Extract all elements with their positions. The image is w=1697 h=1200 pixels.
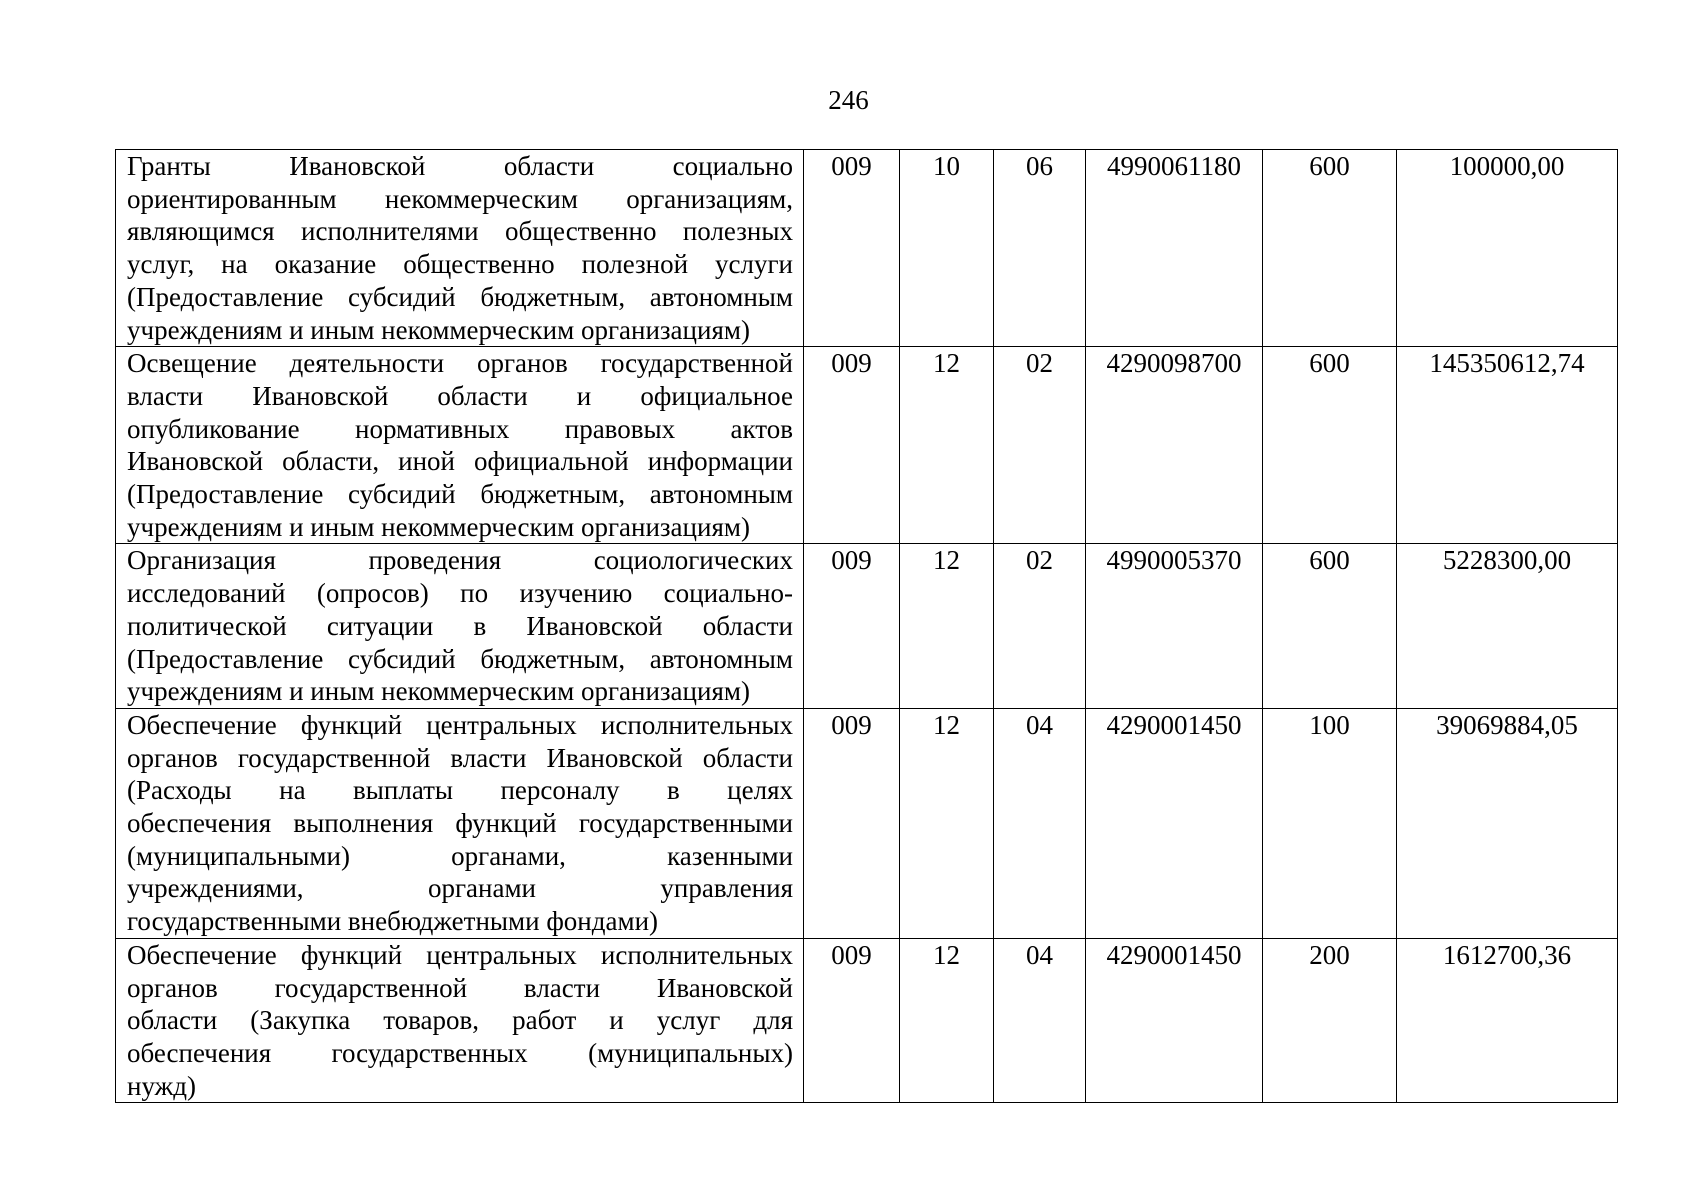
expense-description-line: политической ситуации в Ивановской области <box>127 610 793 641</box>
target-article-cell: 4290098700 <box>1086 347 1263 544</box>
table-row <box>116 708 1618 938</box>
target-article-cell: 4290001450 <box>1086 708 1263 938</box>
expense-description-line: опубликование нормативных правовых актов <box>127 413 793 444</box>
expense-description-line: (Предоставление субсидий бюджетным, автономным <box>127 643 793 674</box>
amount-cell: 145350612,74 <box>1397 347 1618 544</box>
expense-description-line: учреждениями, органами управления <box>127 873 793 904</box>
expense-description-cell <box>116 347 804 544</box>
section-code-cell: 12 <box>900 347 994 544</box>
expense-description-line: Организация проведения социологических <box>127 545 793 576</box>
expense-description-line: (муниципальными) органами, казенными <box>127 840 793 871</box>
section-code-cell: 12 <box>900 544 994 709</box>
expense-description-line: органов государственной власти Ивановской области <box>127 742 793 773</box>
expense-description-line: обеспечения государственных (муниципальных) <box>127 1037 793 1068</box>
subsection-code-cell: 04 <box>994 708 1086 938</box>
amount-cell: 100000,00 <box>1397 150 1618 347</box>
table-row <box>116 544 1618 709</box>
expense-description-line: ориентированным некоммерческим организациям, <box>127 183 793 214</box>
expense-type-cell: 600 <box>1263 544 1397 709</box>
section-code-cell: 10 <box>900 150 994 347</box>
target-article-cell: 4990061180 <box>1086 150 1263 347</box>
table-row <box>116 150 1618 347</box>
expense-description-cell <box>116 708 804 938</box>
expense-description-line: Освещение деятельности органов государственной <box>127 348 793 379</box>
expense-description-line: нужд) <box>127 1070 196 1101</box>
section-code-cell: 12 <box>900 708 994 938</box>
expense-type-cell: 600 <box>1263 347 1397 544</box>
expense-description-cell <box>116 544 804 709</box>
ministry-code-cell: 009 <box>804 544 900 709</box>
expense-description-line: области (Закупка товаров, работ и услуг для <box>127 1005 793 1036</box>
budget-table <box>115 149 1618 1103</box>
expense-description-line: исследований (опросов) по изучению социально- <box>127 578 793 609</box>
ministry-code-cell: 009 <box>804 150 900 347</box>
subsection-code-cell: 02 <box>994 544 1086 709</box>
target-article-cell: 4990005370 <box>1086 544 1263 709</box>
table-row <box>116 938 1618 1103</box>
amount-cell: 39069884,05 <box>1397 708 1618 938</box>
amount-cell: 5228300,00 <box>1397 544 1618 709</box>
ministry-code-cell: 009 <box>804 347 900 544</box>
expense-description-line: (Расходы на выплаты персоналу в целях <box>127 775 793 806</box>
expense-description-line: Ивановской области, иной официальной информации <box>127 446 793 477</box>
expense-description-cell <box>116 150 804 347</box>
section-code-cell: 12 <box>900 938 994 1103</box>
subsection-code-cell: 06 <box>994 150 1086 347</box>
expense-description-line: являющимся исполнителями общественно полезных <box>127 216 793 247</box>
expense-description-line: учреждениям и иным некоммерческим организациям) <box>127 676 750 707</box>
subsection-code-cell: 04 <box>994 938 1086 1103</box>
expense-description-line: (Предоставление субсидий бюджетным, автономным <box>127 281 793 312</box>
expense-description-cell <box>116 938 804 1103</box>
expense-description-line: (Предоставление субсидий бюджетным, автономным <box>127 479 793 510</box>
expense-description-line: Обеспечение функций центральных исполнительных <box>127 939 793 970</box>
expense-description-line: учреждениям и иным некоммерческим организациям) <box>127 511 750 542</box>
amount-cell: 1612700,36 <box>1397 938 1618 1103</box>
expense-description-line: услуг, на оказание общественно полезной услуги <box>127 249 793 280</box>
expense-description-line: Обеспечение функций центральных исполнительных <box>127 709 793 740</box>
expense-description-line: органов государственной власти Ивановской <box>127 972 793 1003</box>
table-row <box>116 347 1618 544</box>
ministry-code-cell: 009 <box>804 708 900 938</box>
expense-type-cell: 200 <box>1263 938 1397 1103</box>
target-article-cell: 4290001450 <box>1086 938 1263 1103</box>
expense-description-line: обеспечения выполнения функций государственными <box>127 808 793 839</box>
expense-description-line: учреждениям и иным некоммерческим организациям) <box>127 314 750 345</box>
expense-description-line: власти Ивановской области и официальное <box>127 380 793 411</box>
expense-type-cell: 600 <box>1263 150 1397 347</box>
page-number: 246 <box>828 85 869 115</box>
expense-description-line: Гранты Ивановской области социально <box>127 151 793 181</box>
ministry-code-cell: 009 <box>804 938 900 1103</box>
table-body <box>116 150 1618 1103</box>
subsection-code-cell: 02 <box>994 347 1086 544</box>
expense-type-cell: 100 <box>1263 708 1397 938</box>
expense-description-line: государственными внебюджетными фондами) <box>127 906 659 937</box>
